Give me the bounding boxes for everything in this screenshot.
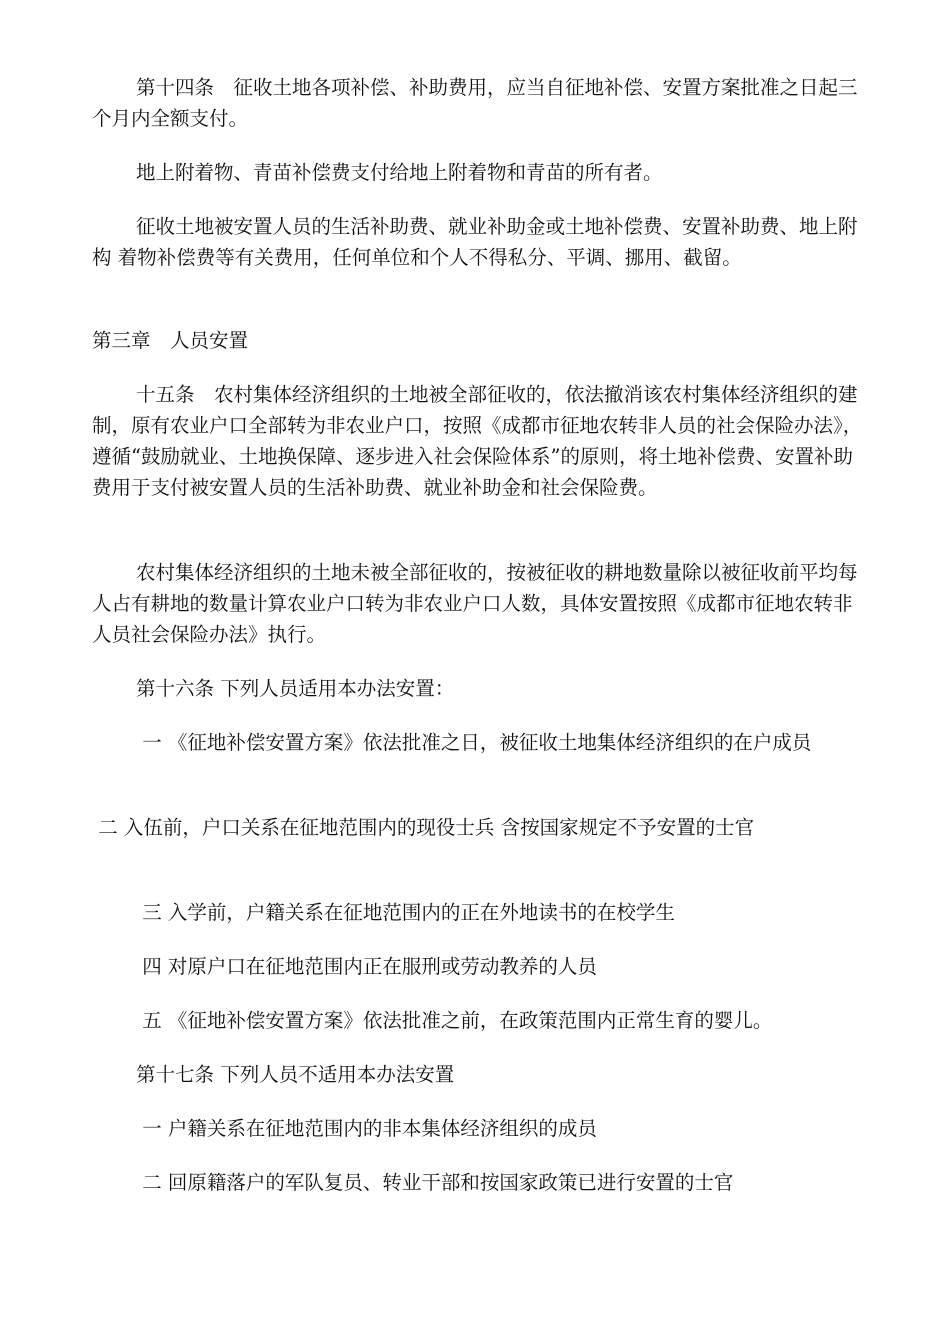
article-15-paragraph: 十五条 农村集体经济组织的土地被全部征收的，依法撤消该农村集体经济组织的建制，原有农业户口全部转为非农业户口，按照《成都市征地农转非人员的社会保险办法》，遵循“鼓励就业、土地换保障、逐步进入社会保险体系”的原则，将土地补偿费、安置补助费用于支付被安置人员的生活补助费、就业补助金和社会保险费。 [92,383,863,499]
no-misappropriation-paragraph: 征收土地被安置人员的生活补助费、就业补助金或土地补偿费、安置补助费、地上附 构 着物补偿费等有关费用，任何单位和个人不得私分、平调、挪用、截留。 [92,215,864,269]
article-14-paragraph: 第十四条 征收土地各项补偿、补助费用，应当自征地补偿、安置方案批准之日起三个月内全额支付。 [92,76,858,130]
article-16-item-4: 四 对原户口在征地范围内正在服刑或劳动教养的人员 [136,955,597,978]
article-17-paragraph: 第十七条 下列人员不适用本办法安置 [136,1063,455,1086]
article-17-item-1: 一 户籍关系在征地范围内的非本集体经济组织的成员 [136,1117,597,1140]
chapter-3-heading: 第三章 人员安置 [92,329,249,352]
article-17-item-2: 二 回原籍落户的军队复员、转业干部和按国家政策已进行安置的士官 [136,1171,734,1194]
partial-expropriation-paragraph: 农村集体经济组织的土地未被全部征收的，按被征收的耕地数量除以被征收前平均每人占有耕地的数量计算农业户口转为非农业户口人数，具体安置按照《成都市征地农转非人员社会保险办法》执行。 [92,561,858,646]
article-16-paragraph: 第十六条 下列人员适用本办法安置： [136,677,455,700]
article-16-item-5: 五 《征地补偿安置方案》依法批准之前，在政策范围内正常生育的婴儿。 [136,1009,773,1032]
article-16-item-1: 一 《征地补偿安置方案》依法批准之日，被征收土地集体经济组织的在户成员 [136,731,812,754]
compensation-owner-paragraph: 地上附着物、青苗补偿费支付给地上附着物和青苗的所有者。 [136,161,663,184]
article-16-item-3: 三 入学前，户籍关系在征地范围内的正在外地读书的在校学生 [136,901,675,924]
article-16-item-2: 二 入伍前，户口关系在征地范围内的现役士兵 含按国家规定不予安置的士官 [92,816,755,839]
